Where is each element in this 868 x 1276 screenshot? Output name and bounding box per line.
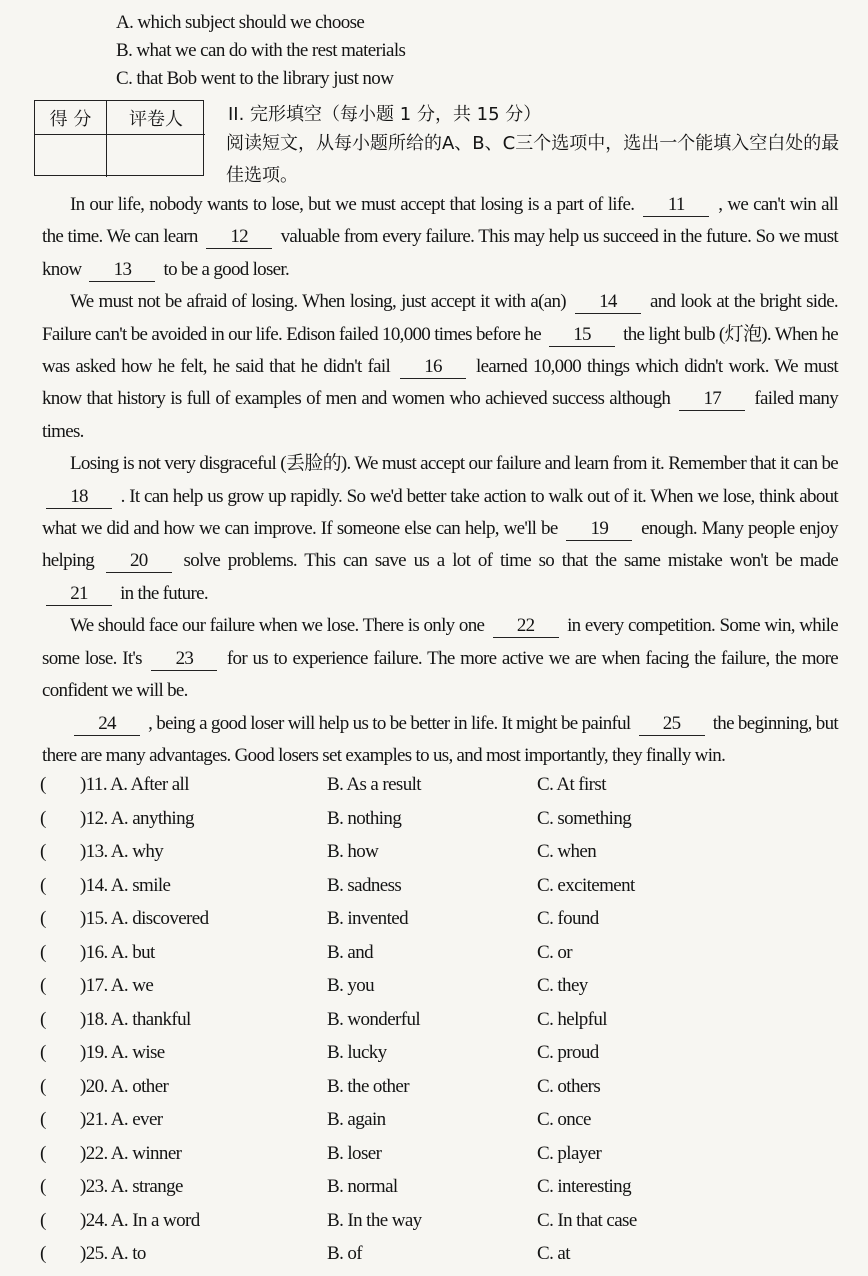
question-option-c: C. or <box>537 941 573 963</box>
previous-option-c: C. that Bob went to the library just now <box>116 68 394 89</box>
answer-paren[interactable]: ( <box>40 1008 46 1030</box>
option-a-text: A. but <box>110 941 155 963</box>
question-option-b: B. how <box>327 841 379 862</box>
question-option-b: B. normal <box>327 1176 398 1197</box>
passage-paragraph <box>42 708 838 773</box>
blank-12: 12 <box>206 226 272 249</box>
passage-paragraph <box>42 189 838 286</box>
passage-text: learned 10,000 things which didn't work. We must know that history is full of examples of men and women who achieved success although <box>42 356 838 410</box>
question-option-c: C. when <box>537 841 597 862</box>
answer-paren[interactable]: ( <box>40 1176 46 1197</box>
answer-paren[interactable]: ( <box>40 975 46 996</box>
question-option-c: C. At first <box>537 774 606 795</box>
option-a-text: A. In a word <box>110 1209 200 1231</box>
option-a-text: A. we <box>110 975 154 996</box>
question-number: )12. <box>80 807 108 829</box>
passage-text: In our life, nobody wants to lose, but we must accept that losing is a part of life. <box>70 194 635 215</box>
answer-paren[interactable]: ( <box>40 908 46 929</box>
blank-13: 13 <box>89 259 155 282</box>
option-a-text: A. winner <box>110 1142 182 1164</box>
question-option-a <box>80 1176 183 1198</box>
question-option-c: C. excitement <box>537 874 635 896</box>
previous-option-b: B. what we can do with the rest materials <box>116 40 406 61</box>
previous-option-a: A. which subject should we choose <box>116 12 365 33</box>
blank-17: 17 <box>679 388 745 411</box>
question-number: )20. <box>80 1075 108 1097</box>
question-number: )19. <box>80 1042 108 1063</box>
question-row <box>40 1176 840 1209</box>
question-option-b: B. and <box>327 941 374 963</box>
question-option-a <box>80 1210 200 1232</box>
question-option-a <box>80 1109 163 1131</box>
question-number: )22. <box>80 1142 108 1164</box>
cloze-passage <box>42 189 838 772</box>
passage-text: , we can't win all the time. We can learn <box>42 194 838 248</box>
question-row <box>40 875 840 908</box>
blank-19: 19 <box>566 518 632 541</box>
question-option-b: B. In the way <box>327 1209 422 1231</box>
question-option-a <box>80 1076 168 1098</box>
question-row <box>40 942 840 975</box>
question-option-a <box>80 942 155 964</box>
passage-text: solve problems. This can save us a lot of time so that the same mistake won't be made <box>183 550 838 572</box>
question-row <box>40 1243 840 1276</box>
question-option-a <box>80 1009 191 1031</box>
question-option-c: C. others <box>537 1075 601 1097</box>
question-option-b: B. sadness <box>327 874 402 896</box>
answer-paren[interactable]: ( <box>40 1109 46 1130</box>
question-row <box>40 774 840 807</box>
blank-14: 14 <box>575 291 641 314</box>
passage-paragraph <box>42 286 838 448</box>
question-option-b: B. nothing <box>327 807 402 829</box>
option-a-text: A. ever <box>110 1109 163 1130</box>
option-a-text: A. wise <box>110 1042 165 1063</box>
passage-text: to be a good loser. <box>163 258 290 280</box>
blank-18: 18 <box>46 486 112 509</box>
passage-text: and look at the bright side. Failure can't be avoided in our life. Edison failed 10,000 times before he <box>42 291 838 345</box>
question-option-a <box>80 1243 146 1265</box>
passage-text: valuable from every failure. This may help us succeed in the future. So we must know <box>42 226 839 280</box>
blank-22: 22 <box>493 615 559 638</box>
option-a-text: A. to <box>110 1243 146 1264</box>
score-cell[interactable] <box>35 135 107 177</box>
passage-paragraph <box>42 448 838 610</box>
question-option-b: B. of <box>327 1243 363 1264</box>
question-number: )14. <box>80 874 108 896</box>
question-row <box>40 808 840 841</box>
answer-paren[interactable]: ( <box>40 1209 46 1231</box>
section-title: II. 完形填空（每小题 1 分，共 15 分） <box>228 104 542 125</box>
blank-23: 23 <box>151 648 217 671</box>
option-a-text: A. why <box>110 841 164 862</box>
question-number: )13. <box>80 841 108 862</box>
blank-20: 20 <box>106 550 172 573</box>
option-a-text: A. discovered <box>110 908 209 929</box>
passage-text: Losing is not very disgraceful (丢脸的). We must accept our failure and learn from it. Remember that it can be <box>70 453 838 475</box>
question-option-a <box>80 908 209 930</box>
question-option-c: C. once <box>537 1109 591 1130</box>
answer-paren[interactable]: ( <box>40 841 46 862</box>
answer-paren[interactable]: ( <box>40 1142 46 1164</box>
blank-24: 24 <box>74 713 140 736</box>
answer-paren[interactable]: ( <box>40 1243 46 1264</box>
blank-21: 21 <box>46 583 112 606</box>
question-row <box>40 908 840 941</box>
question-option-b: B. wonderful <box>327 1008 421 1030</box>
passage-text: the beginning, but there are many advantages. Good losers set examples to us, and most importantly, they finally win. <box>42 712 838 766</box>
passage-text: , being a good loser will help us to be better in life. It might be painful <box>148 712 631 734</box>
question-option-b: B. lucky <box>327 1042 387 1063</box>
question-option-a <box>80 841 163 863</box>
passage-text: . It can help us grow up rapidly. So we'd better take action to walk out of it. When we lose, think about what we did and how we can improve. If someone else can help, we'll be <box>42 485 838 540</box>
question-row <box>40 1210 840 1243</box>
passage-text: We should face our failure when we lose. There is only one <box>70 615 485 637</box>
question-option-c: C. at <box>537 1243 570 1264</box>
blank-11: 11 <box>643 194 709 217</box>
question-row <box>40 841 840 874</box>
score-label: 得 分 <box>35 101 107 135</box>
question-row <box>40 1076 840 1109</box>
answer-paren[interactable]: ( <box>40 774 46 795</box>
passage-text: for us to experience failure. The more active we are when facing the failure, the more confident we will be. <box>42 647 838 702</box>
question-number: )15. <box>80 908 108 929</box>
question-option-c: C. they <box>537 975 588 996</box>
passage-paragraph <box>42 610 838 707</box>
question-row <box>40 975 840 1008</box>
answer-paren[interactable]: ( <box>40 874 46 896</box>
option-a-text: A. strange <box>110 1176 183 1197</box>
score-box <box>34 100 204 176</box>
question-number: )16. <box>80 941 108 963</box>
question-number: )11. <box>80 774 107 795</box>
question-number: )25. <box>80 1243 108 1264</box>
option-a-text: A. smile <box>110 874 171 896</box>
passage-text: in every competition. Some win, while some lose. It's <box>42 615 838 669</box>
question-number: )23. <box>80 1176 108 1197</box>
question-option-a <box>80 1143 181 1165</box>
question-number: )17. <box>80 975 108 996</box>
passage-text: We must not be afraid of losing. When losing, just accept it with a(an) <box>70 291 566 313</box>
option-a-text: A. thankful <box>110 1008 191 1030</box>
question-option-b: B. the other <box>327 1075 409 1097</box>
question-option-b: B. invented <box>327 908 408 929</box>
question-option-a <box>80 875 170 897</box>
question-option-c: C. interesting <box>537 1176 631 1197</box>
blank-16: 16 <box>400 356 466 379</box>
question-row <box>40 1143 840 1176</box>
passage-text: enough. Many people enjoy helping <box>42 518 838 572</box>
question-option-c: C. found <box>537 908 599 929</box>
question-option-b: B. you <box>327 975 375 996</box>
passage-text: failed many times. <box>42 388 838 442</box>
option-a-text: A. After all <box>110 774 189 795</box>
answer-paren[interactable]: ( <box>40 1042 46 1063</box>
question-number: )24. <box>80 1209 108 1231</box>
question-option-a <box>80 1042 165 1064</box>
option-a-text: A. other <box>110 1075 169 1097</box>
answer-paren[interactable]: ( <box>40 941 46 963</box>
passage-text: the light bulb (灯泡). When he was asked how he felt, he said that he didn't fail <box>42 323 838 378</box>
question-option-a <box>80 975 153 997</box>
question-option-c: C. player <box>537 1142 602 1164</box>
question-number: )18. <box>80 1008 108 1030</box>
grader-cell[interactable] <box>107 135 205 177</box>
answer-paren[interactable]: ( <box>40 1075 46 1097</box>
question-option-a <box>80 774 189 796</box>
question-number: )21. <box>80 1109 108 1130</box>
question-option-a <box>80 808 194 830</box>
option-a-text: A. anything <box>110 807 194 829</box>
answer-paren[interactable]: ( <box>40 807 46 829</box>
question-row <box>40 1109 840 1142</box>
question-option-c: C. proud <box>537 1042 599 1063</box>
blank-15: 15 <box>549 324 615 347</box>
question-row <box>40 1042 840 1075</box>
blank-25: 25 <box>639 713 705 736</box>
section-instruction: 阅读短文，从每小题所给的A、B、C三个选项中，选出一个能填入空白处的最佳选项。 <box>226 133 840 186</box>
question-option-c: C. something <box>537 807 632 829</box>
question-row <box>40 1009 840 1042</box>
question-option-c: C. In that case <box>537 1209 637 1231</box>
question-option-c: C. helpful <box>537 1008 607 1030</box>
question-option-b: B. As a result <box>327 774 421 795</box>
question-option-b: B. loser <box>327 1142 382 1164</box>
passage-text: in the future. <box>120 582 208 604</box>
question-option-b: B. again <box>327 1109 386 1130</box>
grader-label: 评卷人 <box>107 101 205 135</box>
